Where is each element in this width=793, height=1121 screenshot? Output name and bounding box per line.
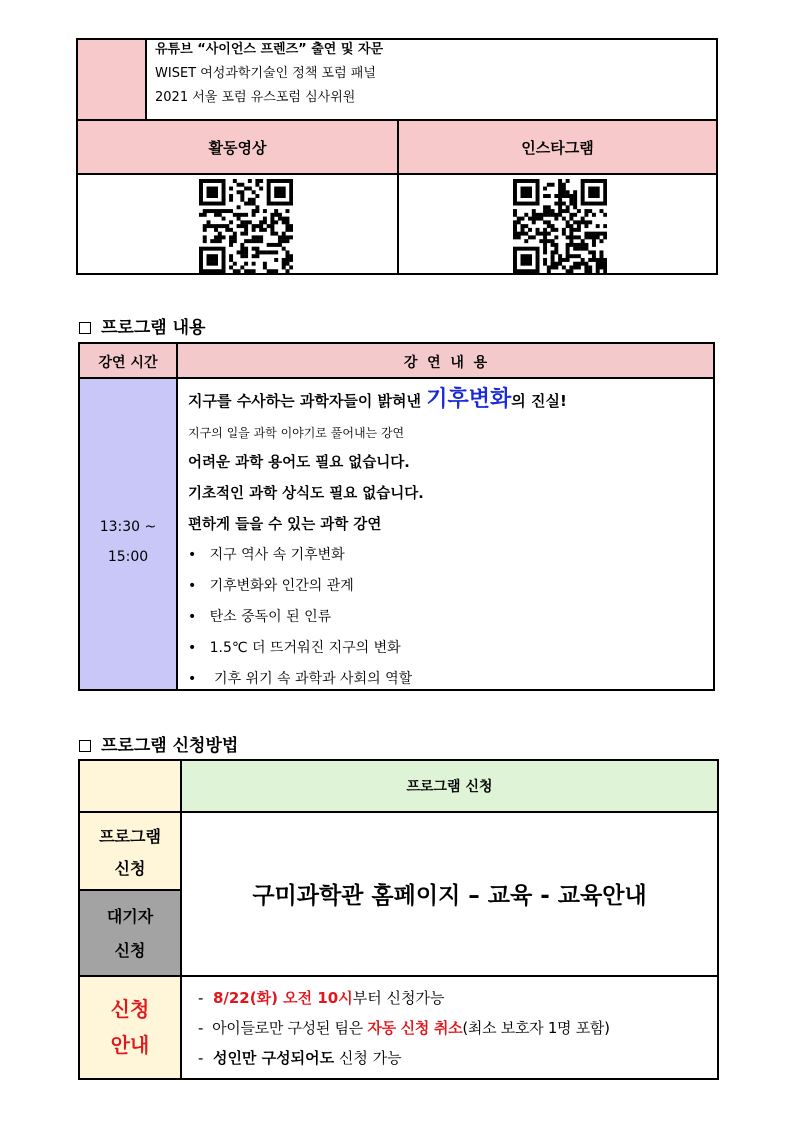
header-left-cell — [80, 761, 180, 811]
apply-header: 프로그램 신청 — [406, 779, 493, 795]
profile-side-cell — [78, 40, 147, 119]
lecture-point: 편하게 들을 수 있는 과학 강연 — [188, 517, 382, 533]
auto-cancel-notice: 자동 신청 취소 — [367, 1019, 463, 1037]
lecture-subtitle: 지구의 일을 과학 이야기로 풀어내는 강연 — [188, 426, 405, 440]
guide-label: 신청 안내 — [110, 997, 150, 1057]
instagram-qr-code[interactable] — [513, 179, 607, 273]
lecture-point: 기초적인 과학 상식도 필요 없습니다. — [188, 486, 424, 502]
topic-item: • 기후 위기 속 과학과 사회의 역할 — [188, 671, 413, 687]
activity-item: WISET 여성과학기술인 정책 포럼 패널 — [155, 66, 376, 81]
lecture-point: 어려운 과학 용어도 필요 없습니다. — [188, 455, 410, 471]
application-method: 구미과학관 홈페이지 – 교육 - 교육안내 — [252, 883, 647, 909]
divider — [80, 975, 717, 977]
checkbox-square-icon — [79, 740, 91, 752]
column-divider — [176, 344, 178, 689]
waitlist-label: 대기자 신청 — [106, 907, 154, 960]
program-apply-label: 프로그램 신청 — [99, 827, 161, 878]
application-heading: 프로그램 신청방법 — [79, 731, 238, 756]
checkbox-square-icon — [79, 322, 91, 334]
activity-item: 2021 서울 포럼 유스포럼 심사위원 — [155, 90, 356, 105]
activity-item: 유튜브 “사이언스 프렌즈” 출연 및 자문 — [155, 42, 384, 57]
topic-item: • 지구 역사 속 기후변화 — [188, 547, 345, 563]
guide-line: - 아이들로만 구성된 팀은 자동 신청 취소(최소 보호자 1명 포함) — [198, 1019, 610, 1037]
profile-table — [76, 38, 718, 275]
program-content-heading: 프로그램 내용 — [79, 313, 205, 338]
topic-item: • 기후변화와 인간의 관계 — [188, 578, 354, 594]
video-header: 활동영상 — [208, 139, 267, 157]
divider — [180, 761, 182, 1078]
col-time-header: 강연 시간 — [98, 355, 158, 371]
instagram-header: 인스타그램 — [521, 139, 594, 157]
apply-open-date: 8/22(화) 오전 10시 — [212, 989, 353, 1007]
divider — [80, 889, 180, 891]
topic-item: • 1.5℃ 더 뜨거워진 지구의 변화 — [188, 640, 401, 656]
col-content-header: 강 연 내 용 — [403, 355, 488, 371]
lecture-title: 지구를 수사하는 과학자들이 밝혀낸 기후변화의 진실! — [188, 387, 567, 412]
guide-line: - 성인만 구성되어도 신청 가능 — [198, 1049, 402, 1067]
program-content-table — [78, 342, 715, 691]
lecture-title-highlight: 기후변화 — [426, 387, 512, 412]
activity-list — [155, 38, 710, 110]
video-qr-code[interactable] — [199, 179, 293, 273]
application-table — [78, 759, 719, 1080]
divider — [80, 811, 717, 813]
topic-item: • 탄소 중독이 된 인류 — [188, 609, 332, 625]
guide-line: - 8/22(화) 오전 10시부터 신청가능 — [198, 989, 445, 1007]
lecture-time: 13:30 ~ 15:00 — [99, 519, 157, 565]
